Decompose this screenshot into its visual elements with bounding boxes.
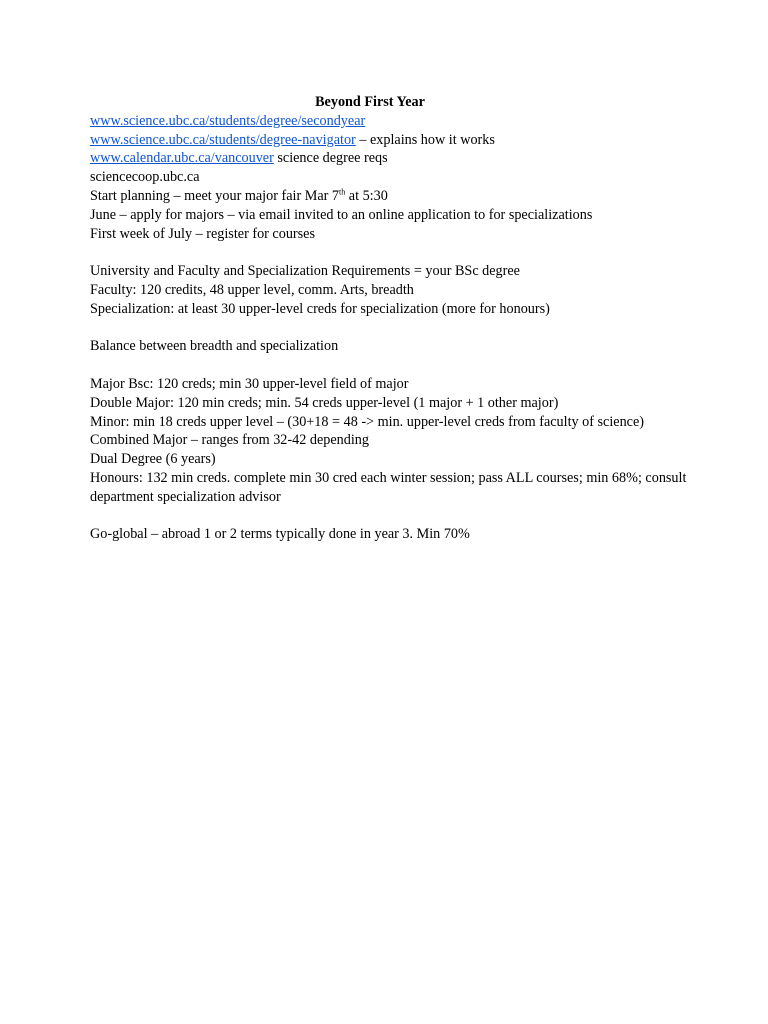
- june-line: June – apply for majors – via email invited to an online application to for specializations: [90, 206, 593, 223]
- balance-line: Balance between breadth and specialization: [90, 338, 339, 355]
- start-planning-text: Start planning – meet your major fair Mar 7: [90, 187, 340, 204]
- calendar-link[interactable]: www.calendar.ubc.ca/vancouver: [90, 150, 274, 167]
- degree-navigator-line: [90, 131, 710, 150]
- spacer: [90, 507, 710, 526]
- go-global-line: Go-global – abroad 1 or 2 terms typically done in year 3. Min 70%: [90, 526, 470, 543]
- start-planning-time: at 5:30: [345, 187, 388, 204]
- dual-degree-line: Dual Degree (6 years): [90, 451, 216, 468]
- spacer: [90, 243, 710, 262]
- combined-major-line: Combined Major – ranges from 32-42 depending: [90, 432, 369, 449]
- faculty-line: Faculty: 120 credits, 48 upper level, comm. Arts, breadth: [90, 281, 414, 298]
- start-planning-line: [90, 187, 710, 206]
- minor-line: Minor: min 18 creds upper level – (30+18 = 48 -> min. upper-level creds from faculty of science): [90, 413, 645, 430]
- spacer: [90, 356, 710, 375]
- specialization-line: Specialization: at least 30 upper-level creds for specialization (more for honours): [90, 300, 550, 317]
- calendar-line: [90, 149, 710, 168]
- coop-line: sciencecoop.ubc.ca: [90, 169, 200, 186]
- second-year-link[interactable]: www.science.ubc.ca/students/degree/secondyear: [90, 112, 366, 129]
- double-major-line: Double Major: 120 min creds; min. 54 creds upper-level (1 major + 1 other major): [90, 394, 559, 411]
- second-year-line: [90, 112, 710, 131]
- honours-line: Honours: 132 min creds. complete min 30 cred each winter session; pass ALL courses; min 68%; consult department specialization advisor: [90, 469, 687, 505]
- degree-navigator-link[interactable]: www.science.ubc.ca/students/degree-navigator: [90, 131, 356, 148]
- requirements-line: University and Faculty and Specialization Requirements = your BSc degree: [90, 263, 520, 280]
- major-line: Major Bsc: 120 creds; min 30 upper-level field of major: [90, 375, 409, 392]
- document-title: Beyond First Year: [315, 94, 425, 110]
- degree-navigator-note: – explains how it works: [355, 131, 495, 148]
- july-line: First week of July – register for courses: [90, 225, 315, 242]
- calendar-note: science degree reqs: [273, 150, 388, 167]
- spacer: [90, 319, 710, 338]
- document-body: [90, 93, 710, 544]
- start-planning-superscript: th: [339, 187, 346, 197]
